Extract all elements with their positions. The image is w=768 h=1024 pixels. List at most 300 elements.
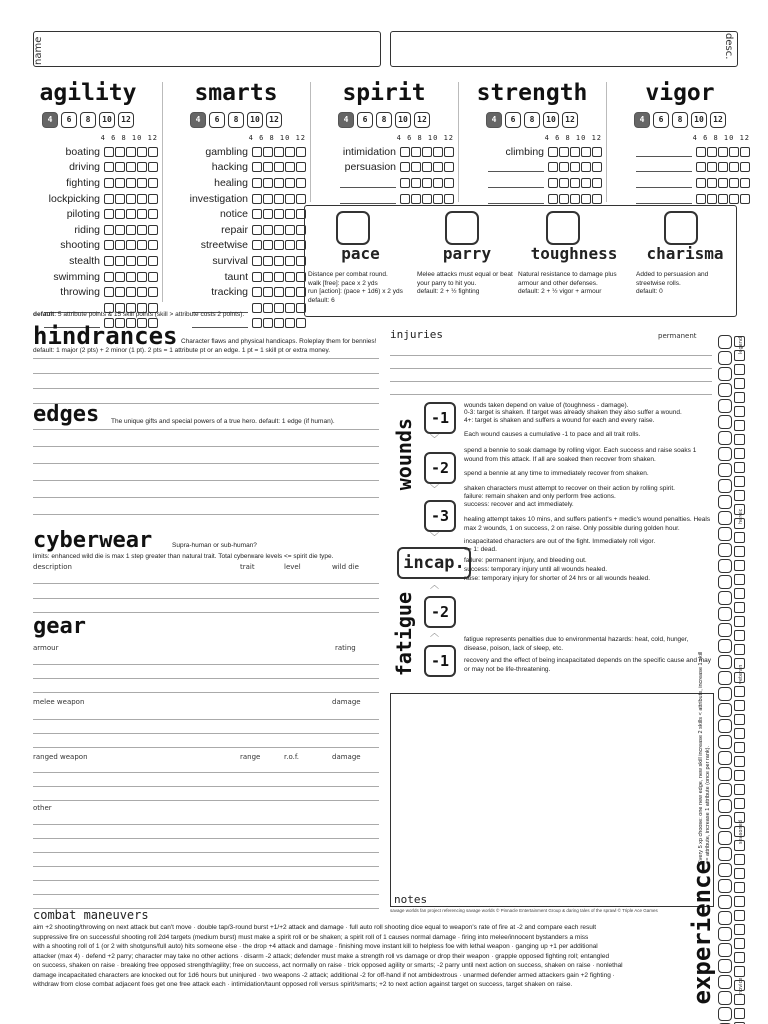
skill-die-checkbox[interactable] [148, 147, 158, 157]
edge-line[interactable] [33, 514, 379, 515]
experience-point-box[interactable] [734, 392, 745, 403]
skill-die-checkbox[interactable] [422, 178, 432, 188]
fatigue-box-2[interactable]: -2 [424, 596, 456, 628]
skill-die-checkbox[interactable] [263, 194, 273, 204]
skill-die-checkbox[interactable] [252, 318, 262, 328]
skill-die-checkbox[interactable] [126, 178, 136, 188]
skill-die-checkbox[interactable] [263, 272, 273, 282]
experience-advance-box[interactable] [718, 719, 732, 733]
desc-field[interactable] [390, 31, 738, 67]
skill-die-checkbox[interactable] [274, 240, 284, 250]
skill-die-checkbox[interactable] [581, 194, 591, 204]
skill-die-checkbox[interactable] [296, 178, 306, 188]
experience-point-box[interactable] [734, 854, 745, 865]
skill-die-checkbox[interactable] [115, 240, 125, 250]
skill-die-checkbox[interactable] [581, 178, 591, 188]
other-row[interactable] [33, 838, 379, 839]
skill-die-checkbox[interactable] [444, 162, 454, 172]
skill-die-checkbox[interactable] [411, 162, 421, 172]
experience-point-box[interactable] [734, 448, 745, 459]
skill-die-checkbox[interactable] [115, 272, 125, 282]
skill-die-checkbox[interactable] [263, 147, 273, 157]
skill-die-checkbox[interactable] [285, 178, 295, 188]
skill-die-checkbox[interactable] [252, 178, 262, 188]
experience-advance-box[interactable] [718, 559, 732, 573]
skill-die-checkbox[interactable] [740, 194, 750, 204]
die-d6[interactable]: 6 [209, 112, 225, 128]
skill-die-checkbox[interactable] [718, 162, 728, 172]
experience-advance-box[interactable] [718, 895, 732, 909]
experience-advance-box[interactable] [718, 847, 732, 861]
skill-die-checkbox[interactable] [126, 194, 136, 204]
die-d10[interactable]: 10 [247, 112, 263, 128]
skill-die-checkbox[interactable] [433, 147, 443, 157]
skill-die-checkbox[interactable] [252, 240, 262, 250]
skill-blank-field[interactable] [636, 147, 692, 157]
experience-point-box[interactable] [734, 630, 745, 641]
experience-advance-box[interactable] [718, 751, 732, 765]
skill-die-checkbox[interactable] [104, 256, 114, 266]
experience-advance-box[interactable] [718, 959, 732, 973]
skill-blank-field[interactable] [636, 194, 692, 204]
experience-point-box[interactable] [734, 602, 745, 613]
other-row[interactable] [33, 880, 379, 881]
skill-die-checkbox[interactable] [285, 287, 295, 297]
pace-value-box[interactable] [336, 211, 370, 245]
edge-line[interactable] [33, 446, 379, 447]
skill-die-checkbox[interactable] [707, 147, 717, 157]
die-d10[interactable]: 10 [395, 112, 411, 128]
experience-point-box[interactable] [734, 420, 745, 431]
wound-box-3[interactable]: -3 [424, 500, 456, 532]
experience-advance-box[interactable] [718, 671, 732, 685]
skill-die-checkbox[interactable] [718, 178, 728, 188]
skill-die-checkbox[interactable] [592, 147, 602, 157]
skill-die-checkbox[interactable] [137, 209, 147, 219]
other-row[interactable] [33, 894, 379, 895]
skill-die-checkbox[interactable] [115, 225, 125, 235]
experience-advance-box[interactable] [718, 1007, 732, 1021]
die-d8[interactable]: 8 [672, 112, 688, 128]
die-d6[interactable]: 6 [357, 112, 373, 128]
skill-die-checkbox[interactable] [285, 162, 295, 172]
injury-line[interactable] [390, 368, 712, 369]
die-d12[interactable]: 12 [414, 112, 430, 128]
experience-point-box[interactable] [734, 364, 745, 375]
experience-point-box[interactable] [734, 532, 745, 543]
skill-die-checkbox[interactable] [422, 147, 432, 157]
skill-die-checkbox[interactable] [148, 194, 158, 204]
skill-die-checkbox[interactable] [148, 272, 158, 282]
armour-row[interactable] [33, 664, 379, 665]
skill-die-checkbox[interactable] [115, 287, 125, 297]
skill-die-checkbox[interactable] [740, 147, 750, 157]
skill-die-checkbox[interactable] [115, 194, 125, 204]
wound-box-1[interactable]: -1 [424, 402, 456, 434]
skill-die-checkbox[interactable] [274, 162, 284, 172]
skill-blank-field[interactable] [488, 178, 544, 188]
skill-die-checkbox[interactable] [263, 178, 273, 188]
experience-point-box[interactable] [734, 616, 745, 627]
skill-die-checkbox[interactable] [411, 194, 421, 204]
experience-advance-box[interactable] [718, 623, 732, 637]
skill-die-checkbox[interactable] [581, 162, 591, 172]
skill-blank-field[interactable] [636, 162, 692, 172]
skill-die-checkbox[interactable] [274, 287, 284, 297]
incapacitated-box[interactable]: incap. [397, 547, 471, 579]
die-d4[interactable]: 4 [338, 112, 354, 128]
skill-die-checkbox[interactable] [400, 162, 410, 172]
experience-advance-box[interactable] [718, 767, 732, 781]
armour-row[interactable] [33, 692, 379, 693]
skill-die-checkbox[interactable] [548, 178, 558, 188]
ranged-row[interactable] [33, 800, 379, 801]
skill-die-checkbox[interactable] [104, 240, 114, 250]
die-d8[interactable]: 8 [524, 112, 540, 128]
melee-row[interactable] [33, 733, 379, 734]
toughness-value-box[interactable] [546, 211, 580, 245]
experience-point-box[interactable] [734, 714, 745, 725]
skill-die-checkbox[interactable] [148, 240, 158, 250]
skill-die-checkbox[interactable] [137, 162, 147, 172]
experience-advance-box[interactable] [718, 527, 732, 541]
cyberwear-row[interactable] [33, 612, 379, 613]
cyberwear-row[interactable] [33, 583, 379, 584]
skill-die-checkbox[interactable] [274, 272, 284, 282]
experience-advance-box[interactable] [718, 591, 732, 605]
skill-die-checkbox[interactable] [274, 147, 284, 157]
experience-point-box[interactable] [734, 462, 745, 473]
skill-die-checkbox[interactable] [104, 194, 114, 204]
skill-die-checkbox[interactable] [263, 256, 273, 266]
experience-advance-box[interactable] [718, 831, 732, 845]
skill-die-checkbox[interactable] [252, 256, 262, 266]
experience-advance-box[interactable] [718, 383, 732, 397]
experience-advance-box[interactable] [718, 575, 732, 589]
skill-blank-field[interactable] [488, 194, 544, 204]
skill-die-checkbox[interactable] [137, 240, 147, 250]
die-d6[interactable]: 6 [61, 112, 77, 128]
skill-die-checkbox[interactable] [263, 318, 273, 328]
skill-die-checkbox[interactable] [252, 287, 262, 297]
experience-point-box[interactable] [734, 770, 745, 781]
wound-box-2[interactable]: -2 [424, 452, 456, 484]
skill-die-checkbox[interactable] [137, 256, 147, 266]
skill-die-checkbox[interactable] [718, 194, 728, 204]
skill-die-checkbox[interactable] [104, 287, 114, 297]
skill-die-checkbox[interactable] [296, 194, 306, 204]
skill-die-checkbox[interactable] [696, 178, 706, 188]
experience-point-box[interactable] [734, 434, 745, 445]
experience-point-box[interactable] [734, 756, 745, 767]
skill-die-checkbox[interactable] [548, 162, 558, 172]
die-d4[interactable]: 4 [634, 112, 650, 128]
experience-advance-box[interactable] [718, 431, 732, 445]
skill-die-checkbox[interactable] [559, 162, 569, 172]
experience-advance-box[interactable] [718, 415, 732, 429]
experience-point-box[interactable] [734, 742, 745, 753]
skill-die-checkbox[interactable] [137, 225, 147, 235]
experience-advance-box[interactable] [718, 655, 732, 669]
skill-die-checkbox[interactable] [126, 225, 136, 235]
skill-die-checkbox[interactable] [444, 178, 454, 188]
melee-row[interactable] [33, 719, 379, 720]
skill-die-checkbox[interactable] [252, 209, 262, 219]
experience-point-box[interactable] [734, 406, 745, 417]
die-d8[interactable]: 8 [80, 112, 96, 128]
experience-point-box[interactable] [734, 1008, 745, 1019]
skill-die-checkbox[interactable] [252, 194, 262, 204]
skill-die-checkbox[interactable] [570, 178, 580, 188]
skill-die-checkbox[interactable] [559, 147, 569, 157]
experience-point-box[interactable] [734, 728, 745, 739]
die-d10[interactable]: 10 [543, 112, 559, 128]
die-d4[interactable]: 4 [42, 112, 58, 128]
skill-die-checkbox[interactable] [263, 225, 273, 235]
skill-die-checkbox[interactable] [115, 256, 125, 266]
experience-advance-box[interactable] [718, 991, 732, 1005]
skill-die-checkbox[interactable] [285, 256, 295, 266]
skill-die-checkbox[interactable] [126, 209, 136, 219]
skill-die-checkbox[interactable] [126, 272, 136, 282]
experience-advance-box[interactable] [718, 815, 732, 829]
skill-die-checkbox[interactable] [115, 147, 125, 157]
skill-die-checkbox[interactable] [104, 272, 114, 282]
experience-point-box[interactable] [734, 588, 745, 599]
skill-die-checkbox[interactable] [696, 162, 706, 172]
skill-die-checkbox[interactable] [729, 178, 739, 188]
experience-advance-box[interactable] [718, 879, 732, 893]
skill-die-checkbox[interactable] [252, 162, 262, 172]
skill-die-checkbox[interactable] [274, 209, 284, 219]
die-d10[interactable]: 10 [99, 112, 115, 128]
skill-die-checkbox[interactable] [115, 209, 125, 219]
die-d6[interactable]: 6 [653, 112, 669, 128]
die-d6[interactable]: 6 [505, 112, 521, 128]
skill-die-checkbox[interactable] [696, 194, 706, 204]
experience-advance-box[interactable] [718, 495, 732, 509]
experience-point-box[interactable] [734, 476, 745, 487]
experience-advance-box[interactable] [718, 607, 732, 621]
skill-die-checkbox[interactable] [104, 162, 114, 172]
skill-die-checkbox[interactable] [285, 147, 295, 157]
skill-die-checkbox[interactable] [148, 287, 158, 297]
skill-die-checkbox[interactable] [148, 256, 158, 266]
skill-die-checkbox[interactable] [433, 162, 443, 172]
charisma-value-box[interactable] [664, 211, 698, 245]
edge-line[interactable] [33, 497, 379, 498]
skill-die-checkbox[interactable] [263, 209, 273, 219]
skill-die-checkbox[interactable] [274, 256, 284, 266]
skill-blank-field[interactable] [636, 178, 692, 188]
skill-die-checkbox[interactable] [126, 147, 136, 157]
experience-point-box[interactable] [734, 868, 745, 879]
skill-die-checkbox[interactable] [444, 147, 454, 157]
skill-die-checkbox[interactable] [252, 147, 262, 157]
skill-die-checkbox[interactable] [570, 147, 580, 157]
experience-advance-box[interactable] [718, 351, 732, 365]
skill-die-checkbox[interactable] [285, 194, 295, 204]
experience-advance-box[interactable] [718, 703, 732, 717]
skill-die-checkbox[interactable] [707, 194, 717, 204]
skill-die-checkbox[interactable] [411, 178, 421, 188]
experience-point-box[interactable] [734, 644, 745, 655]
skill-die-checkbox[interactable] [148, 209, 158, 219]
skill-die-checkbox[interactable] [400, 147, 410, 157]
parry-value-box[interactable] [445, 211, 479, 245]
skill-die-checkbox[interactable] [570, 162, 580, 172]
skill-die-checkbox[interactable] [729, 162, 739, 172]
ranged-row[interactable] [33, 772, 379, 773]
skill-die-checkbox[interactable] [718, 147, 728, 157]
skill-die-checkbox[interactable] [285, 318, 295, 328]
die-d4[interactable]: 4 [190, 112, 206, 128]
experience-advance-box[interactable] [718, 735, 732, 749]
armour-row[interactable] [33, 678, 379, 679]
skill-die-checkbox[interactable] [696, 147, 706, 157]
skill-die-checkbox[interactable] [263, 162, 273, 172]
die-d4[interactable]: 4 [486, 112, 502, 128]
skill-die-checkbox[interactable] [581, 147, 591, 157]
hindrance-line[interactable] [33, 388, 379, 389]
experience-advance-box[interactable] [718, 399, 732, 413]
skill-die-checkbox[interactable] [137, 147, 147, 157]
skill-die-checkbox[interactable] [559, 178, 569, 188]
experience-point-box[interactable] [734, 546, 745, 557]
skill-die-checkbox[interactable] [104, 209, 114, 219]
skill-die-checkbox[interactable] [433, 178, 443, 188]
skill-die-checkbox[interactable] [729, 194, 739, 204]
hindrance-line[interactable] [33, 373, 379, 374]
ranged-row[interactable] [33, 786, 379, 787]
edge-line[interactable] [33, 480, 379, 481]
die-d8[interactable]: 8 [228, 112, 244, 128]
skill-die-checkbox[interactable] [422, 194, 432, 204]
other-row[interactable] [33, 866, 379, 867]
experience-point-box[interactable] [734, 784, 745, 795]
injury-line[interactable] [390, 355, 712, 356]
skill-die-checkbox[interactable] [285, 225, 295, 235]
skill-die-checkbox[interactable] [274, 318, 284, 328]
injury-line[interactable] [390, 381, 712, 382]
skill-die-checkbox[interactable] [148, 162, 158, 172]
skill-blank-field[interactable] [340, 194, 396, 204]
skill-die-checkbox[interactable] [285, 240, 295, 250]
experience-point-box[interactable] [734, 994, 745, 1005]
experience-advance-box[interactable] [718, 463, 732, 477]
experience-advance-box[interactable] [718, 687, 732, 701]
other-row[interactable] [33, 852, 379, 853]
injury-line[interactable] [390, 394, 712, 395]
experience-advance-box[interactable] [718, 863, 732, 877]
skill-die-checkbox[interactable] [115, 178, 125, 188]
skill-die-checkbox[interactable] [548, 147, 558, 157]
experience-point-box[interactable] [734, 560, 745, 571]
skill-die-checkbox[interactable] [274, 225, 284, 235]
skill-die-checkbox[interactable] [592, 178, 602, 188]
skill-die-checkbox[interactable] [559, 194, 569, 204]
skill-die-checkbox[interactable] [285, 209, 295, 219]
experience-advance-box[interactable] [718, 799, 732, 813]
skill-die-checkbox[interactable] [740, 178, 750, 188]
experience-advance-box[interactable] [718, 911, 732, 925]
skill-die-checkbox[interactable] [104, 147, 114, 157]
die-d8[interactable]: 8 [376, 112, 392, 128]
skill-die-checkbox[interactable] [570, 194, 580, 204]
name-field[interactable] [33, 31, 381, 67]
experience-advance-box[interactable] [718, 975, 732, 989]
other-row[interactable] [33, 824, 379, 825]
skill-die-checkbox[interactable] [137, 194, 147, 204]
die-d12[interactable]: 12 [562, 112, 578, 128]
notes-box[interactable] [390, 693, 714, 907]
experience-advance-box[interactable] [718, 447, 732, 461]
skill-die-checkbox[interactable] [126, 162, 136, 172]
skill-die-checkbox[interactable] [296, 318, 306, 328]
experience-point-box[interactable] [734, 938, 745, 949]
die-d12[interactable]: 12 [266, 112, 282, 128]
skill-die-checkbox[interactable] [592, 194, 602, 204]
fatigue-box-1[interactable]: -1 [424, 645, 456, 677]
die-d12[interactable]: 12 [118, 112, 134, 128]
cyberwear-row[interactable] [33, 598, 379, 599]
skill-die-checkbox[interactable] [126, 240, 136, 250]
skill-die-checkbox[interactable] [115, 162, 125, 172]
experience-advance-box[interactable] [718, 511, 732, 525]
experience-point-box[interactable] [734, 924, 745, 935]
skill-blank-field[interactable] [488, 162, 544, 172]
experience-point-box[interactable] [734, 882, 745, 893]
experience-point-box[interactable] [734, 910, 745, 921]
experience-point-box[interactable] [734, 686, 745, 697]
experience-advance-box[interactable] [718, 927, 732, 941]
skill-die-checkbox[interactable] [148, 225, 158, 235]
skill-die-checkbox[interactable] [285, 272, 295, 282]
skill-die-checkbox[interactable] [274, 194, 284, 204]
skill-die-checkbox[interactable] [148, 178, 158, 188]
edge-line[interactable] [33, 463, 379, 464]
experience-advance-box[interactable] [718, 543, 732, 557]
experience-advance-box[interactable] [718, 639, 732, 653]
experience-point-box[interactable] [734, 896, 745, 907]
skill-die-checkbox[interactable] [104, 178, 114, 188]
skill-die-checkbox[interactable] [126, 256, 136, 266]
skill-die-checkbox[interactable] [422, 162, 432, 172]
skill-die-checkbox[interactable] [252, 272, 262, 282]
skill-die-checkbox[interactable] [548, 194, 558, 204]
skill-blank-field[interactable] [192, 318, 248, 328]
die-d10[interactable]: 10 [691, 112, 707, 128]
skill-die-checkbox[interactable] [263, 287, 273, 297]
experience-point-box[interactable] [734, 700, 745, 711]
skill-die-checkbox[interactable] [137, 272, 147, 282]
skill-die-checkbox[interactable] [104, 225, 114, 235]
skill-die-checkbox[interactable] [274, 178, 284, 188]
skill-die-checkbox[interactable] [296, 162, 306, 172]
skill-die-checkbox[interactable] [592, 162, 602, 172]
experience-point-box[interactable] [734, 378, 745, 389]
hindrance-line[interactable] [33, 358, 379, 359]
skill-die-checkbox[interactable] [444, 194, 454, 204]
die-d12[interactable]: 12 [710, 112, 726, 128]
skill-die-checkbox[interactable] [263, 240, 273, 250]
skill-die-checkbox[interactable] [400, 178, 410, 188]
experience-advance-box[interactable] [718, 479, 732, 493]
skill-die-checkbox[interactable] [400, 194, 410, 204]
experience-point-box[interactable] [734, 952, 745, 963]
skill-die-checkbox[interactable] [252, 225, 262, 235]
skill-blank-field[interactable] [340, 178, 396, 188]
